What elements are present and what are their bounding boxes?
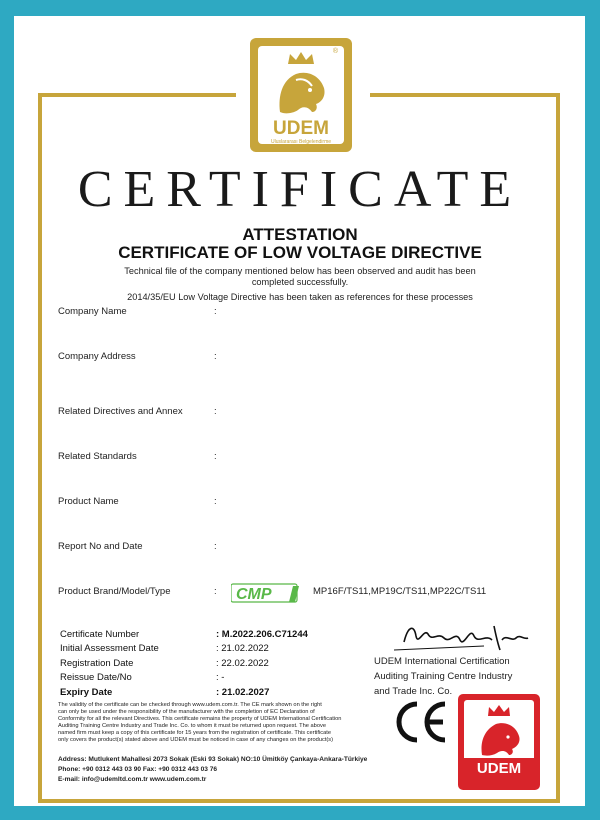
fine-print-line: Auditing Training Centre Industry and Trade Inc. Co. to whom it must be returned upon request. The above (58, 723, 326, 729)
issuer-line-2: Auditing Training Centre Industry (374, 671, 513, 682)
cert-label-number: Certificate Number (60, 629, 140, 640)
fine-print-line: named firm must keep a copy of this certificate for 15 years from the registration of certificate. This certificate (58, 730, 332, 736)
field-value-brand-model: MP16F/TS11,MP19C/TS11,MP22C/TS11 (313, 586, 487, 597)
cmp-logo-text: CMP (236, 586, 272, 603)
field-label-report-no: Report No and Date (58, 541, 143, 552)
field-colon: : (214, 451, 217, 462)
lion-head-icon (272, 66, 330, 116)
attestation-heading: ATTESTATION (242, 225, 358, 244)
cert-label-expiry: Expiry Date (60, 687, 113, 698)
field-label-brand-model: Product Brand/Model/Type (58, 586, 171, 597)
udem-red-logo (458, 694, 540, 790)
email-line: E-mail: info@udemltd.com.tr www.udem.com.tr (58, 776, 207, 783)
cert-value-registration-date: : 22.02.2022 (216, 658, 269, 669)
address-line: Address: Mutlukent Mahallesi 2073 Sokak (Eski 93 Sokak) NO:10 Ümitköy Çankaya-Ankara-Türkiye (58, 756, 368, 763)
intro-line-1: Technical file of the company mentioned below has been observed and audit has been (124, 266, 476, 276)
udem-logo (250, 38, 352, 152)
field-colon: : (214, 351, 217, 362)
cert-value-initial-date: : 21.02.2022 (216, 643, 269, 654)
signature (394, 620, 534, 654)
ce-mark (393, 700, 449, 744)
directive-heading: CERTIFICATE OF LOW VOLTAGE DIRECTIVE (118, 243, 482, 262)
field-label-standards: Related Standards (58, 451, 137, 462)
crown-icon (486, 704, 512, 718)
field-label-directives: Related Directives and Annex (58, 406, 183, 417)
field-label-company-name: Company Name (58, 306, 127, 317)
fine-print-line: The validity of the certificate can be checked through www.udem.com.tr. The CE mark shown on the right (58, 702, 322, 708)
intro-line-2: completed successfully. (251, 277, 349, 287)
logo-tagline: Uluslararası Belgelendirme (270, 139, 332, 145)
intro-line-3: 2014/35/EU Low Voltage Directive has been taken as references for these processes (127, 292, 473, 302)
lion-head-icon (476, 718, 524, 758)
registered-mark: ® (332, 48, 338, 55)
field-colon: : (214, 586, 217, 597)
cert-label-registration-date: Registration Date (60, 658, 134, 669)
cert-value-expiry: : 21.02.2027 (216, 687, 270, 698)
field-label-company-address: Company Address (58, 351, 136, 362)
certificate-title: CERTIFICATE (77, 161, 523, 218)
logo-brand-text: UDEM (273, 118, 329, 139)
cert-label-reissue: Reissue Date/No (60, 672, 132, 683)
phone-line: Phone: +90 0312 443 03 90 Fax: +90 0312 443 03 76 (58, 766, 218, 773)
fine-print-line: can only be used under the responsibility of the manufacturer with the completion of EC Declaration of (58, 709, 315, 715)
fine-print-line: Conformity for all the relevant Directives. This certificate remains the property of UDEM International Certification (58, 716, 342, 722)
ce-mark-text: CE (393, 700, 395, 701)
field-colon: : (214, 541, 217, 552)
fine-print-line: only covers the product(s) stated above and UDEM must be noticed in case of any changes on the product(s) (58, 737, 334, 743)
field-label-product-name: Product Name (58, 496, 119, 507)
cert-value-number: : M.2022.206.C71244 (216, 629, 308, 640)
field-colon: : (214, 496, 217, 507)
crown-icon (286, 50, 316, 66)
issuer-line-3: and Trade Inc. Co. (374, 686, 453, 697)
field-colon: : (214, 406, 217, 417)
logo2-brand-text: UDEM (476, 760, 522, 777)
cmp-brand-logo (231, 582, 303, 604)
cert-value-reissue: : - (216, 672, 225, 683)
issuer-line-1: UDEM International Certification (374, 656, 510, 667)
cert-label-initial-date: Initial Assessment Date (60, 643, 159, 654)
field-colon: : (214, 306, 217, 317)
